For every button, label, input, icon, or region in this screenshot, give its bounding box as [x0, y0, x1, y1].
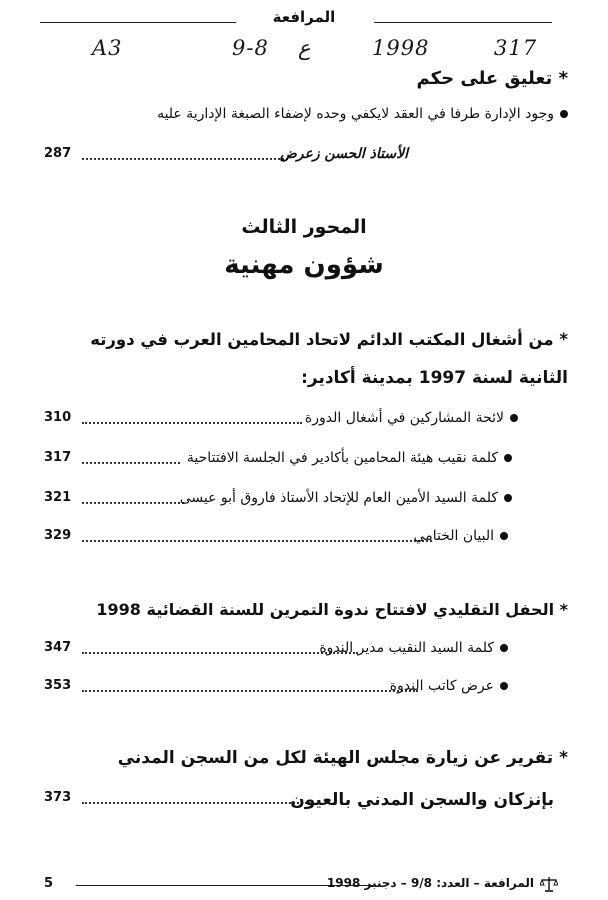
toc-page-number: 347: [44, 640, 72, 655]
handwritten-arabic-num: ع: [298, 36, 311, 60]
toc-page-number: 310: [44, 410, 72, 425]
toc-page-number: 373: [44, 790, 72, 805]
toc-page-number: 353: [44, 678, 72, 693]
bullet-icon: [504, 494, 512, 502]
toc-item-text: كلمة السيد النقيب مدير الندوة: [319, 640, 494, 656]
toc-leader: [82, 652, 358, 654]
toc-row[interactable]: [44, 450, 554, 472]
toc-row[interactable]: [44, 678, 554, 700]
toc-leader: [82, 802, 310, 804]
toc-page-number: 321: [44, 490, 72, 505]
toc-leader: [82, 690, 418, 692]
section-ceremony-heading: * الحفل التقليدي لافتتاح ندوة التمرين للسنة القضائية 1998: [96, 600, 568, 619]
comment-item-text: وجود الإدارة طرفا في العقد لايكفي وحده لإضفاء الصبغة الإدارية عليه: [157, 106, 554, 122]
bullet-icon: [500, 682, 508, 690]
footer-text: المرافعة – العدد: 9/8 – دجنبر 1998: [326, 876, 534, 890]
bullet-icon: [560, 110, 568, 118]
toc-item: [305, 410, 518, 426]
toc-row[interactable]: [44, 410, 554, 432]
author-name: الأستاذ الحسن زعرض: [279, 146, 408, 162]
toc-row[interactable]: [44, 528, 554, 550]
bullet-icon: [500, 532, 508, 540]
section-comment-item: [157, 106, 568, 122]
toc-leader: [82, 158, 288, 160]
page-footer: [0, 876, 608, 896]
toc-item: [414, 528, 508, 544]
section-comment-heading: * تعليق على حكم: [416, 68, 568, 89]
toc-item-text: كلمة نقيب هيئة المحامين بأكادير في الجلسة الافتتاحية: [186, 450, 498, 466]
scales-icon: [540, 876, 558, 892]
section-report-heading-line1: * تقرير عن زيارة مجلس الهيئة لكل من السجن المدني: [117, 748, 568, 768]
toc-page-number: 287: [44, 146, 72, 161]
toc-row[interactable]: [44, 640, 554, 662]
toc-item: [319, 640, 508, 656]
toc-row-author[interactable]: [44, 146, 554, 168]
toc-row[interactable]: [44, 490, 554, 512]
toc-leader: [82, 462, 180, 464]
handwritten-year: 1998: [372, 36, 430, 60]
axis-subtitle: شؤون مهنية: [224, 250, 384, 280]
header-rule-right: [374, 22, 552, 23]
toc-item: [187, 450, 512, 466]
toc-item-text: عرض كاتب الندوة: [389, 678, 494, 694]
section-report-heading-line2: بإنزكان والسجن المدني بالعيون: [290, 790, 554, 810]
toc-page-number: 317: [44, 450, 72, 465]
toc-item-text: البيان الختامي: [413, 528, 494, 544]
axis-title: المحور الثالث: [241, 216, 367, 238]
bullet-icon: [510, 414, 518, 422]
footer-page-number: 5: [44, 876, 54, 891]
toc-leader: [82, 422, 302, 424]
toc-leader: [82, 540, 432, 542]
toc-item: [390, 678, 508, 694]
handwritten-issue: 9-8: [232, 36, 269, 60]
section-union-heading-line1: * من أشغال المكتب الدائم لاتحاد المحامين العرب في دورته: [90, 330, 568, 349]
toc-row-report[interactable]: [44, 790, 554, 812]
toc-page-number: 329: [44, 528, 72, 543]
bullet-icon: [500, 644, 508, 652]
handwritten-ref: 317: [494, 36, 538, 60]
handwritten-page-code: A3: [92, 36, 123, 60]
toc-leader: [82, 502, 184, 504]
bullet-icon: [504, 454, 512, 462]
running-header-title: المرافعة: [272, 8, 336, 26]
toc-item-text: لائحة المشاركين في أشغال الدورة: [304, 410, 504, 426]
section-union-heading-line2: الثانية لسنة 1997 بمدينة أكادير:: [301, 368, 568, 388]
toc-item: [180, 490, 512, 506]
toc-item-text: كلمة السيد الأمين العام للإتحاد الأستاذ فاروق أبو عيسى: [179, 490, 498, 506]
